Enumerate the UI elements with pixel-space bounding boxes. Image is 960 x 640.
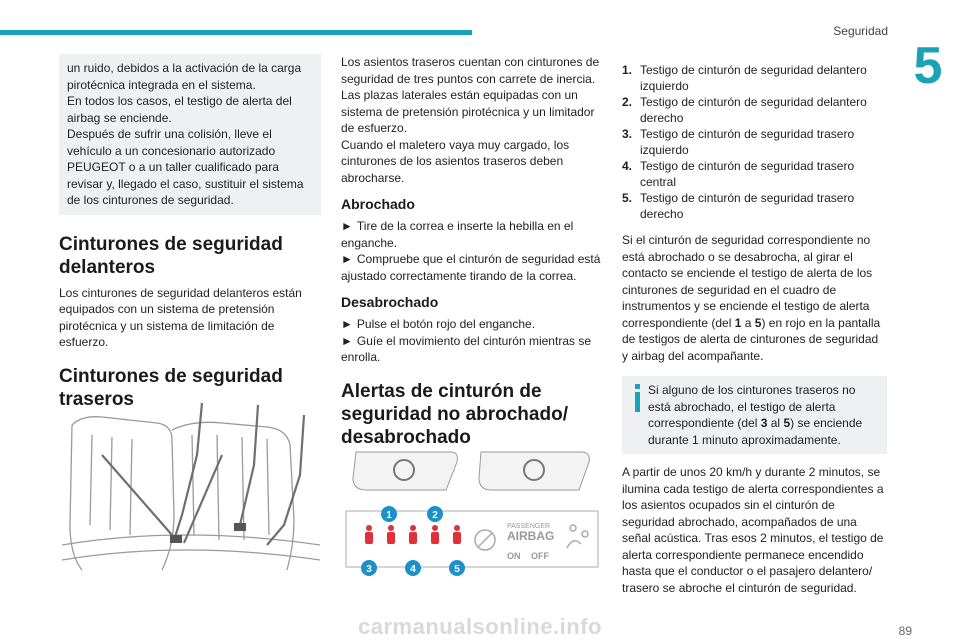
svg-text:4: 4 — [410, 564, 416, 575]
heading-fasten: Abrochado — [341, 196, 415, 212]
svg-text:5: 5 — [454, 564, 460, 575]
rear-line: Las plazas laterales están equipadas con un sistema de pretensión pirotécnica y un limitador de esfuerzo. — [341, 88, 595, 135]
heading-belt-alerts: Alertas de cinturón de seguridad no abrochado/ desabrochado — [341, 380, 568, 448]
svg-text:2: 2 — [432, 510, 438, 521]
rear-belts-text — [341, 54, 603, 186]
list-item: 3. Testigo de cinturón de seguridad trasero izquierdo — [622, 127, 855, 157]
unfasten-step: ► Pulse el botón rojo del enganche. — [341, 317, 536, 331]
page-number: 89 — [898, 624, 912, 638]
airbag-label: AIRBAG — [507, 529, 555, 543]
list-item: 2. Testigo de cinturón de seguridad delantero derecho — [622, 95, 867, 125]
info-text: Si alguno de los cinturones traseros no está abrochado, el testigo de alerta correspondiente (del 3 al 5) se enciende durante 1 minuto aproximadamente. — [648, 383, 863, 447]
speed-warning-text: A partir de unos 20 km/h y durante 2 minutos, se ilumina cada testigo de alerta correspondientes a los asientos ocupados sin el cinturón de seguridad abrochado, acompañados de una señal acústica. Tras esos 2 minutos, el testigo de alerta correspondiente permanece encendido hasta que el conductor o el pasajero delantero/ trasero se abroche el cinturón de seguridad. — [622, 465, 884, 595]
off-label: OFF — [531, 551, 549, 561]
rear-line: Los asientos traseros cuentan con cinturones de seguridad de tres puntos con carrete de inercia. — [341, 55, 600, 86]
column-right — [622, 54, 887, 608]
watermark: carmanualsonline.info — [358, 614, 602, 639]
column-middle — [341, 54, 603, 455]
list-item: 4. Testigo de cinturón de seguridad trasero central — [622, 159, 855, 189]
rear-line: Cuando el maletero vaya muy cargado, los cinturones de los asientos traseros deben abrocharse. — [341, 137, 570, 185]
passenger-label: PASSENGER — [507, 523, 551, 530]
bullet-arrow-icon: ► — [341, 333, 353, 348]
fasten-step: ► Compruebe que el cinturón de seguridad está ajustado correctamente tirando de la correa. — [341, 252, 601, 283]
unfastened-warning-text: Si el cinturón de seguridad correspondiente no está abrochado o se desabrocha, al girar el contacto se enciende el testigo de alerta de los cinturones de seguridad en el cuadro de instrumentos y se enciende el testigo de alerta correspondiente (del 1 a 5) en rojo en la pantalla de testigos de alerta de cinturones de seguridad y airbag del acompañante. — [622, 233, 881, 363]
unfasten-step: ► Guíe el movimiento del cinturón mientras se enrolla. — [341, 333, 591, 364]
list-item: 5. Testigo de cinturón de seguridad trasero derecho — [622, 191, 855, 221]
heading-unfasten: Desabrochado — [341, 294, 439, 310]
chapter-number: 5 — [896, 38, 960, 94]
on-label: ON — [507, 551, 521, 561]
rear-view-mirror-icon — [353, 452, 589, 490]
header-accent-bar — [0, 30, 472, 35]
bullet-arrow-icon: ► — [341, 317, 353, 331]
svg-text:3: 3 — [366, 564, 372, 575]
collision-note — [59, 54, 321, 215]
heading-rear-belts: Cinturones de seguridad traseros — [59, 365, 283, 410]
note-line: Después de sufrir una colisión, lleve el vehículo a un concesionario autorizado PEUGEOT o a un taller cualificado para revisar y, llegado el caso, sustituir el sistema de los cinturones de seguridad. — [67, 127, 304, 207]
fasten-step: ► Tire de la correa e inserte la hebilla en el enganche. — [341, 219, 574, 250]
svg-text:1: 1 — [386, 510, 392, 521]
note-line: En todos los casos, el testigo de alerta del airbag se enciende. — [67, 94, 292, 125]
column-left — [59, 54, 321, 417]
rear-seat-belts-illustration — [62, 395, 320, 575]
info-note — [622, 376, 887, 454]
bullet-arrow-icon: ► — [341, 219, 353, 233]
heading-front-belts: Cinturones de seguridad delanteros — [59, 233, 283, 278]
list-item: 1. Testigo de cinturón de seguridad delantero izquierdo — [622, 63, 867, 93]
warning-lamps-list — [622, 62, 887, 222]
front-belts-text: Los cinturones de seguridad delanteros están equipados con un sistema de pretensión pirotécnica y un sistema de limitación de esfuerzo. — [59, 285, 302, 349]
belt-alert-panel-illustration — [341, 448, 603, 578]
section-title: Seguridad — [833, 24, 888, 38]
note-line: un ruido, debidos a la activación de la carga pirotécnica integrada en el sistema. — [67, 61, 302, 92]
bullet-arrow-icon: ► — [341, 252, 353, 266]
info-icon — [632, 384, 644, 414]
